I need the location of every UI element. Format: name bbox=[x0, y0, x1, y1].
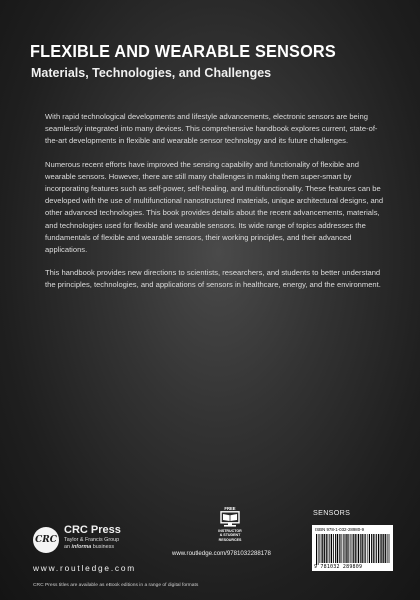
subject-category: SENSORS bbox=[313, 508, 351, 517]
publisher-url[interactable]: www.routledge.com bbox=[33, 563, 136, 573]
isbn-barcode bbox=[312, 525, 393, 571]
barcode-bar bbox=[387, 534, 388, 563]
ebook-note: CRC Press titles are available as eBook editions in a range of digital formats bbox=[33, 583, 199, 588]
publisher-name: CRC Press bbox=[64, 524, 121, 536]
barcode-bar bbox=[371, 534, 372, 563]
product-url[interactable]: www.routledge.com/9781032288178 bbox=[172, 550, 271, 557]
barcode-bar bbox=[329, 534, 330, 563]
barcode-bar bbox=[341, 534, 342, 563]
barcode-bar bbox=[381, 534, 382, 563]
barcode-bar bbox=[389, 534, 390, 563]
barcode-bar bbox=[360, 534, 361, 563]
barcode-bar bbox=[335, 534, 336, 563]
barcode-bar bbox=[324, 534, 325, 563]
business-suffix: business bbox=[92, 544, 115, 550]
barcode-bar bbox=[358, 534, 359, 563]
publisher-group: Taylor & Francis Group bbox=[64, 537, 120, 543]
barcode-bar bbox=[328, 534, 329, 563]
barcode-bar bbox=[380, 534, 381, 563]
barcode-bar bbox=[378, 534, 379, 563]
badge-line-1: INSTRUCTOR bbox=[218, 529, 242, 533]
business-brand: informa bbox=[71, 544, 92, 550]
barcode-bar bbox=[383, 534, 384, 563]
barcode-bar bbox=[316, 534, 317, 565]
barcode-bar bbox=[339, 534, 340, 563]
barcode-bar bbox=[346, 534, 347, 563]
free-label: FREE bbox=[224, 506, 236, 511]
barcode-bar bbox=[318, 534, 319, 565]
description bbox=[45, 111, 385, 303]
barcode-bar bbox=[331, 534, 332, 563]
barcode-bar bbox=[322, 534, 323, 563]
crc-press-logo bbox=[33, 527, 59, 553]
barcode-bar bbox=[355, 534, 356, 563]
business-prefix: an bbox=[64, 544, 70, 550]
resources-badge bbox=[208, 506, 252, 542]
barcode-bar bbox=[369, 534, 370, 563]
barcode-bar bbox=[343, 534, 344, 563]
barcode-bar bbox=[375, 534, 376, 563]
badge-line-3: RESOURCES bbox=[218, 537, 242, 542]
publisher-business bbox=[64, 544, 121, 551]
barcode-bar bbox=[326, 534, 327, 563]
barcode-bar bbox=[373, 534, 374, 563]
barcode-bar bbox=[352, 534, 353, 563]
isbn-label: ISBN 978-1-032-28980-9 bbox=[315, 527, 365, 532]
barcode-bar bbox=[353, 534, 354, 563]
barcode-bar bbox=[337, 534, 338, 563]
barcode-bar bbox=[376, 534, 377, 563]
barcode-bar bbox=[321, 534, 322, 563]
book-subtitle: Materials, Technologies, and Challenges bbox=[31, 66, 272, 80]
barcode-bar bbox=[385, 534, 386, 563]
barcode-bar bbox=[333, 534, 334, 563]
barcode-bar bbox=[365, 534, 366, 563]
publisher-info bbox=[64, 524, 121, 551]
barcode-bar bbox=[320, 534, 321, 563]
book-title: FLEXIBLE AND WEARABLE SENSORS bbox=[30, 41, 336, 61]
barcode-bar bbox=[362, 534, 363, 563]
barcode-bar bbox=[347, 534, 348, 563]
crc-logo-text: CRC bbox=[35, 535, 57, 545]
description-paragraph: With rapid technological developments and lifestyle advancements, electronic sensors are being seamlessly integrated into many devices. This comprehensive handbook explores current, state-of-the-art developments in flexible and wearable sensor technology and its future challenges. bbox=[45, 112, 378, 146]
description-paragraph: This handbook provides new directions to scientists, researchers, and students to better understand the principles, technologies, and applications of sensors in healthcare, energy, and the environment. bbox=[45, 268, 381, 290]
barcode-bar bbox=[350, 534, 351, 563]
barcode-bar bbox=[357, 534, 358, 563]
barcode-bar bbox=[364, 534, 365, 563]
barcode-bar bbox=[367, 534, 368, 563]
barcode-bar bbox=[344, 534, 345, 563]
badge-line-2: & STUDENT bbox=[219, 533, 241, 538]
isbn-digits: 9 781032 289809 bbox=[314, 564, 363, 570]
description-paragraph: Numerous recent efforts have improved the sensing capability and functionality of flexible and wearable sensors. However, there are still many challenges in making them super-smart by incorporating features such as self-power, self-healing, and multifunctionality. These features can be developed with the use of multifunctional nanostructured materials, unique architectural designs, and other advanced technologies. This book provides details about the recent advancements, materials, and technologies used for flexible and wearable sensors. Its wide range of topics addresses the fundamentals of flexible and wearable sensors, their working principles, and their advanced applications. bbox=[45, 159, 384, 255]
book-monitor-icon bbox=[218, 511, 242, 529]
